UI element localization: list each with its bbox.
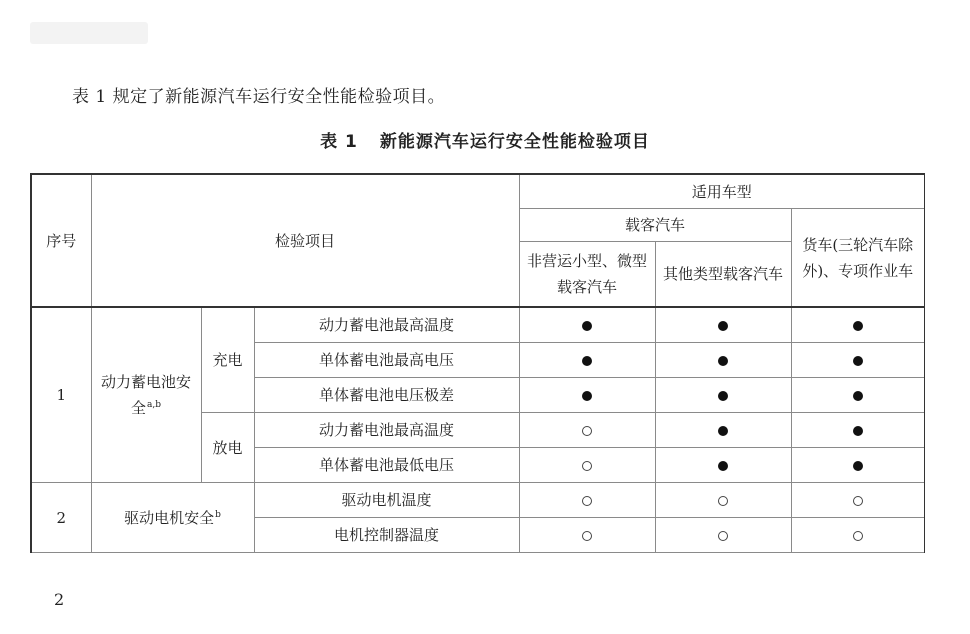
item-cell: 单体蓄电池电压极差 xyxy=(254,378,519,413)
table-row xyxy=(31,307,925,343)
mark-cell xyxy=(791,413,925,448)
mark-cell xyxy=(655,378,791,413)
filled-dot-icon xyxy=(718,426,728,436)
mark-cell xyxy=(791,343,925,378)
hollow-circle-icon xyxy=(582,531,592,541)
filled-dot-icon xyxy=(718,321,728,331)
group-name-cell xyxy=(91,307,201,483)
mark-cell xyxy=(655,307,791,343)
scan-smudge xyxy=(30,22,148,44)
subgroup-label: 充电 xyxy=(201,307,254,413)
mark-cell xyxy=(519,483,655,518)
group-name-cell xyxy=(91,483,254,553)
filled-dot-icon xyxy=(853,391,863,401)
filled-dot-icon xyxy=(853,356,863,366)
header-other-passenger: 其他类型载客汽车 xyxy=(655,242,791,308)
header-serial: 序号 xyxy=(31,174,91,307)
mark-cell xyxy=(655,343,791,378)
mark-cell xyxy=(655,483,791,518)
serial-cell: 1 xyxy=(31,307,91,483)
item-cell: 电机控制器温度 xyxy=(254,518,519,553)
mark-cell xyxy=(791,378,925,413)
mark-cell xyxy=(519,448,655,483)
filled-dot-icon xyxy=(718,461,728,471)
filled-dot-icon xyxy=(718,356,728,366)
hollow-circle-icon xyxy=(718,496,728,506)
inspection-table xyxy=(30,173,925,553)
mark-cell xyxy=(519,518,655,553)
hollow-circle-icon xyxy=(853,496,863,506)
subgroup-label: 放电 xyxy=(201,413,254,483)
hollow-circle-icon xyxy=(718,531,728,541)
mark-cell xyxy=(791,448,925,483)
mark-cell xyxy=(791,518,925,553)
item-cell: 单体蓄电池最高电压 xyxy=(254,343,519,378)
hollow-circle-icon xyxy=(582,496,592,506)
hollow-circle-icon xyxy=(582,426,592,436)
header-truck-special: 货车(三轮汽车除外)、专项作业车 xyxy=(791,209,925,308)
filled-dot-icon xyxy=(853,426,863,436)
table-caption-number: 表 1 xyxy=(320,132,358,152)
table-caption xyxy=(0,127,970,152)
item-cell: 动力蓄电池最高温度 xyxy=(254,307,519,343)
group-name: 驱动电机安全 xyxy=(124,508,215,527)
inspection-table-wrapper xyxy=(30,173,925,555)
table-row xyxy=(31,483,925,518)
item-cell: 动力蓄电池最高温度 xyxy=(254,413,519,448)
mark-cell xyxy=(655,448,791,483)
filled-dot-icon xyxy=(582,391,592,401)
intro-paragraph: 表 1 规定了新能源汽车运行安全性能检验项目。 xyxy=(72,87,446,107)
mark-cell xyxy=(791,483,925,518)
mark-cell xyxy=(519,343,655,378)
mark-cell xyxy=(655,518,791,553)
filled-dot-icon xyxy=(853,461,863,471)
mark-cell xyxy=(791,307,925,343)
header-inspection-item: 检验项目 xyxy=(91,174,519,307)
filled-dot-icon xyxy=(853,321,863,331)
footnote-ref: b xyxy=(215,509,221,520)
header-small-passenger: 非营运小型、微型载客汽车 xyxy=(519,242,655,308)
page-number: 2 xyxy=(54,590,65,609)
filled-dot-icon xyxy=(718,391,728,401)
header-passenger-vehicles: 载客汽车 xyxy=(519,209,791,242)
mark-cell xyxy=(519,307,655,343)
header-applicable-vehicle-type: 适用车型 xyxy=(519,174,925,209)
serial-cell: 2 xyxy=(31,483,91,553)
filled-dot-icon xyxy=(582,356,592,366)
table-caption-title: 新能源汽车运行安全性能检验项目 xyxy=(379,132,650,152)
footnote-ref: a,b xyxy=(147,400,161,410)
item-cell: 单体蓄电池最低电压 xyxy=(254,448,519,483)
mark-cell xyxy=(519,378,655,413)
group-name: 动力蓄电池安全 xyxy=(100,373,191,417)
mark-cell xyxy=(519,413,655,448)
item-cell: 驱动电机温度 xyxy=(254,483,519,518)
hollow-circle-icon xyxy=(582,461,592,471)
hollow-circle-icon xyxy=(853,531,863,541)
filled-dot-icon xyxy=(582,321,592,331)
mark-cell xyxy=(655,413,791,448)
